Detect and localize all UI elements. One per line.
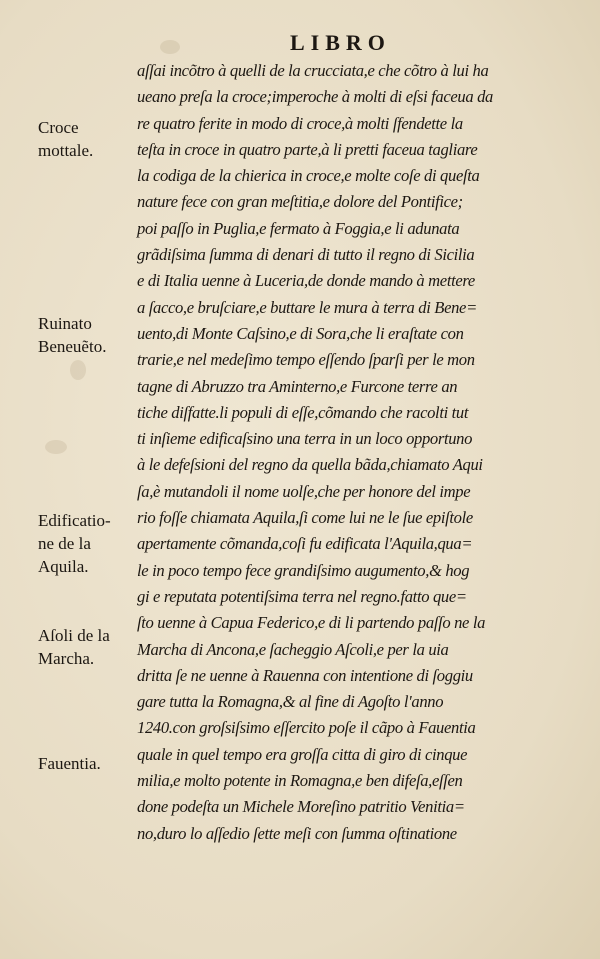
margin-note-line: Fauentia. [38,754,101,773]
text-line: a ſacco,e bruſciare,e buttare le mura à terra di Bene= [137,297,477,317]
paper-stain [70,360,86,380]
margin-note-line: mottale. [38,141,94,160]
body-text [137,58,575,847]
text-line: teſta in croce in quatro parte,à li pretti faceua tagliare [137,139,478,159]
text-line: apertamente cõmanda,coſi fu edificata l'Aquila,qua= [137,534,473,554]
text-line: ſa,è mutandoli il nome uolſe,che per honore del impe [137,481,471,501]
text-line: no,duro lo aſſedio ſette meſi con ſumma oſtinatione [137,823,457,843]
text-line: à le defeſsioni del regno da quella bãda,chiamato Aqui [137,455,483,475]
text-line: quale in quel tempo era groſſa citta di giro di cinque [137,744,468,764]
text-line: re quatro ferite in modo di croce,à molti ſfendette la [137,113,463,133]
text-line: gare tutta la Romagna,& al fine di Agoſto l'anno [137,692,444,712]
text-line: gi e reputata potentiſsima terra nel regno.fatto que= [137,586,467,606]
text-line: done podeſta un Michele Moreſino patritio Venitia= [137,797,465,817]
margin-note-ruinato-beneuento [38,312,134,358]
margin-note-line: Croce [38,118,79,137]
text-line: le in poco tempo fece grandiſsimo augumento,& hog [137,560,470,580]
text-line: ti inſieme edificaſsino una terra in un loco opportuno [137,429,473,449]
text-line: ſto uenne à Capua Federico,e di li partendo paſſo ne la [137,613,486,633]
text-line: tagne di Abruzzo tra Aminterno,e Furcone terre an [137,376,458,396]
margin-note-line: Beneuẽto. [38,337,107,356]
margin-note-line: ne de la [38,534,91,553]
text-line: milia,e molto potente in Romagna,e ben difeſa,eſſen [137,771,463,791]
text-line: la codiga de la chierica in croce,e molte coſe di queſta [137,166,480,186]
margin-note-asoli-marcha [38,624,134,670]
text-line: uento,di Monte Caſsino,e di Sora,che li eraſtate con [137,323,464,343]
margin-note-edificatione-aquila [38,509,134,578]
text-line: Marcha di Ancona,e ſacheggio Aſcoli,e per la uia [137,639,449,659]
text-line: ueano preſa la croce;imperoche à molti di eſsi faceua da [137,87,493,107]
text-line: aſſai incõtro à quelli de la crucciata,e che cõtro à lui ha [137,61,489,80]
margin-note-line: Ruinato [38,314,92,333]
text-line: trarie,e nel medeſimo tempo eſſendo ſparſi per le mon [137,350,475,370]
text-line: grãdiſsima ſumma di denari di tutto il regno di Sicilia [137,245,475,265]
margin-note-fauentia [38,752,134,775]
text-line: nature fece con gran meſtitia,e dolore del Pontifice; [137,192,463,212]
margin-note-line: Edificatio- [38,511,111,530]
margin-note-line: Aſoli de la [38,626,110,645]
running-head: LIBRO [290,30,391,55]
margin-note-croce-mottale [38,116,134,162]
text-line: dritta ſe ne uenne à Rauenna con intentione di ſoggiu [137,665,473,685]
margin-note-line: Aquila. [38,557,89,576]
margin-note-line: Marcha. [38,649,95,668]
text-line: 1240.con groſsiſsimo eſſercito poſe il cãpo à Fauentia [137,718,476,738]
text-line: e di Italia uenne à Luceria,de donde mando à mettere [137,271,475,291]
text-line: tiche diſfatte.li populi di eſſe,cõmando che racolti tut [137,402,469,422]
text-line: rio foſſe chiamata Aquila,ſi come lui ne le ſue epiſtole [137,508,473,528]
text-line: poi paſſo in Puglia,e fermato à Foggia,e li adunata [137,218,460,238]
paper-stain [160,40,180,54]
paper-stain [45,440,67,454]
